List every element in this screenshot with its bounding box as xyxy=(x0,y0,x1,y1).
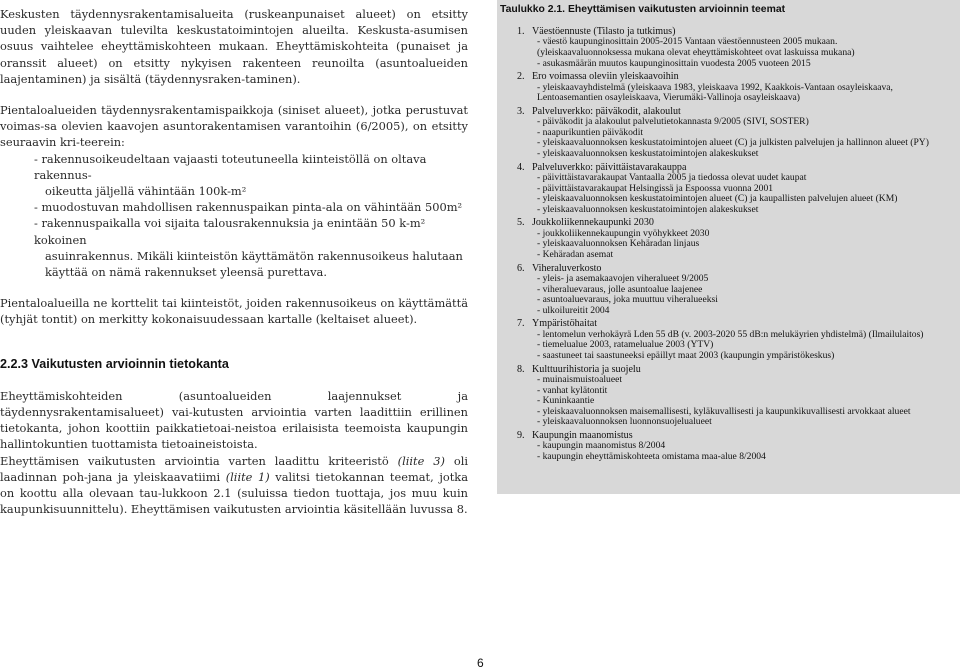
paragraph-3: Pientaloalueilla ne korttelit tai kiinteistöt, joiden rakennusoikeus on käyttämättä (tyhjät tontit) on merkitty kokonaisuudessaan kartalle (keltaiset alueet). xyxy=(0,296,468,327)
table-title: Taulukko 2.1. Eheyttämisen vaikutusten arvioinnin teemat xyxy=(500,4,786,15)
section-item: - Kehäradan asemat xyxy=(537,248,614,260)
criterion-3-cont: asuinrakennus. Mikäli kiinteistön käyttämätön rakennusoikeus halutaan xyxy=(45,248,463,263)
section-item: - päivittäistavarakaupat Vantaalla 2005 ja tiedossa olevat uudet kaupat xyxy=(537,171,807,183)
section-item: - asukasmäärän muutos kaupunginosittain vuodesta 2005 vuoteen 2015 xyxy=(537,57,811,69)
section-number: 4. xyxy=(517,161,525,173)
section-number: 5. xyxy=(517,217,525,229)
table-section xyxy=(497,26,960,69)
section-item: - naapurikuntien päiväkodit xyxy=(537,126,644,138)
table-section xyxy=(497,217,960,260)
paragraph-1: Keskusten täydennysrakentamisalueita (ruskeanpunaiset alueet) on etsitty uuden yleiskaavan tulevilta keskustatoimintojen alueilta. Keskusta-asumisen osuus vaihtelee eheyttämiskohteen mukaan. Eheyttämiskohteita (punaiset ja oranssit alueet) on etsitty nykyisen rakenteen reunoilta (asuntoalueiden laajentaminen) ja sisältä (täydennysraken-taminen). xyxy=(0,7,468,86)
section-number: 1. xyxy=(517,26,525,37)
section-heading: 2.2.3 Vaikutusten arvioinnin tietokanta xyxy=(0,356,229,371)
section-item: - päiväkodit ja alakoulut palvelutietokannasta 9/2005 (SIVI, SOSTER) xyxy=(537,116,809,128)
section-item: - Kuninkaantie xyxy=(537,395,595,407)
section-item: - yleiskaavaluonnoksen luonnonsuojelualueet xyxy=(537,416,712,428)
criterion-1: - rakennusoikeudeltaan vajaasti toteutuneella kiinteistöllä on oltava rakennus- xyxy=(34,151,427,182)
ref-liite-3: (liite 3) xyxy=(397,453,445,468)
table-box xyxy=(497,0,960,494)
section-item: - asuntoaluevaraus, joka muuttuu viheralueeksi xyxy=(537,294,718,306)
section-item: - yleiskaavaluonnoksen keskustatoimintojen alueet (C) ja kaupallisten palvelujen alueet (KM) xyxy=(537,193,898,205)
ref-liite-1: (liite 1) xyxy=(225,469,270,484)
section-label: Kulttuurihistoria ja suojelu xyxy=(532,363,641,375)
section-label: Kaupungin maanomistus xyxy=(532,429,633,441)
section-item: - tiemelualue 2003, ratamelualue 2003 (YTV) xyxy=(537,339,714,351)
section-item: (yleiskaavaluonnoksessa mukana olevat eheyttämiskohteet ovat laskuissa mukana) xyxy=(537,47,855,58)
criterion-2: - muodostuvan mahdollisen rakennuspaikan pinta-ala on vähintään 500m² xyxy=(34,200,463,215)
table-section xyxy=(497,106,960,160)
table-section xyxy=(497,364,960,428)
page-number: 6 xyxy=(477,656,484,670)
criterion-3-cont-2: käyttää on nämä rakennukset yleensä purettava. xyxy=(45,265,327,280)
section-item: - lentomelun verhokäyrä Lden 55 dB (v. 2003-2020 55 dB:n melukäyrien yhdistelmä) (Ilmailulaitos) xyxy=(537,328,924,340)
section-item: - muinaismuistoalueet xyxy=(537,373,622,385)
criterion-3: - rakennuspaikalla voi sijaita talousrakennuksia ja enintään 50 k-m² kokoinen xyxy=(34,216,426,247)
section-number: 6. xyxy=(517,262,525,274)
section-item: - yleiskaavaluonnoksen keskustatoimintojen alakeskukset xyxy=(537,203,759,215)
table-section xyxy=(497,263,960,317)
section-number: 7. xyxy=(517,318,525,330)
table-sections xyxy=(497,26,960,464)
paragraph-5: Eheyttämisen vaikutusten arviointia varten laadittu kriteeristö (liite 3) oli laadinnan poh-jana ja yleiskaavatiimi (liite 1) valitsi tietokannan teemat, jotka on koottu alla olevaan tau-lukkoon 2.1 (suluissa tiedon tuottaja, jos muu kuin kaupunkisuunnittelu). Eheyttämisen vaikutusten arviointia käsitellään luvussa 8. xyxy=(0,453,468,517)
table-section xyxy=(497,318,960,361)
section-number: 2. xyxy=(517,71,525,83)
section-item: - väestö kaupunginosittain 2005-2015 Vantaan väestöennusteen 2005 mukaan. xyxy=(537,36,838,48)
section-label: Väestöennuste (Tilasto ja tutkimus) xyxy=(532,26,676,37)
table-section xyxy=(497,162,960,216)
section-item: - viheraluevaraus, jolle asuntoalue laajenee xyxy=(537,283,703,295)
section-label: Palveluverkko: päiväkodit, alakoulut xyxy=(532,105,681,117)
section-header xyxy=(497,71,960,82)
paragraph-4: Eheyttämiskohteiden (asuntoalueiden laajennukset ja täydennysrakentamisalueet) vai-kutusten arviointia varten laadittiin erillinen tietokanta, johon koottiin paikkatietoai-neistoa erilaisista teemoista kaupungin hallintokuntien tuottamista tietoaineistoista. xyxy=(0,388,468,452)
section-header xyxy=(497,318,960,329)
section-label: Ympäristöhaitat xyxy=(532,318,598,330)
section-item: - ulkoilureitit 2004 xyxy=(537,304,610,316)
section-label: Viheraluverkosto xyxy=(532,262,602,274)
table-section xyxy=(497,430,960,463)
section-item: - yleiskaavaluonnoksen keskustatoimintojen alakeskukset xyxy=(537,147,759,159)
section-item: - yleiskaavaluonnoksen maisemallisesti, kyläkuvallisesti ja kaupunkikuvallisesti arvokkaat alueet xyxy=(537,405,911,417)
section-number: 9. xyxy=(517,429,525,441)
section-item: - yleis- ja asemakaavojen viheralueet 9/2005 xyxy=(537,272,709,284)
paragraph-2: Pientaloalueiden täydennysrakentamispaikkoja (siniset alueet), jotka perustuvat voimas-sa olevien kaavojen asuntorakentamisen varantoihin (6/2005), on etsitty seuraavin kri-teerein: xyxy=(0,103,468,150)
section-item: - yleiskaavaluonnoksen keskustatoimintojen alueet (C) ja julkisten palvelujen ja hallinnon alueet (PY) xyxy=(537,137,929,149)
section-number: 8. xyxy=(517,363,525,375)
section-item: - vanhat kylätontit xyxy=(537,384,608,396)
section-item: - yleiskaavayhdistelmä (yleiskaava 1983, yleiskaava 1992, Kaakkois-Vantaan osayleiskaava, xyxy=(537,81,893,93)
section-item: - saastuneet tai saastuneeksi epäillyt maat 2003 (kaupungin ympäristökeskus) xyxy=(537,349,835,361)
section-label: Palveluverkko: päivittäistavarakauppa xyxy=(532,161,687,173)
section-item: - kaupungin eheyttämiskohteeta omistama maa-alue 8/2004 xyxy=(537,450,766,462)
section-label: Joukkoliikennekaupunki 2030 xyxy=(532,217,654,229)
left-column xyxy=(0,6,468,517)
section-label: Ero voimassa oleviin yleiskaavoihin xyxy=(532,71,679,83)
section-item: - joukkoliikennekaupungin vyöhykkeet 2030 xyxy=(537,227,710,239)
section-item: - kaupungin maanomistus 8/2004 xyxy=(537,440,666,452)
criterion-1-cont: oikeutta jäljellä vähintään 100k-m² xyxy=(45,184,247,199)
section-item: - päivittäistavarakaupat Helsingissä ja Espoossa vuonna 2001 xyxy=(537,182,774,194)
section-number: 3. xyxy=(517,105,525,117)
table-section xyxy=(497,71,960,104)
section-item: - yleiskaavaluonnoksen Kehäradan linjaus xyxy=(537,238,700,250)
section-item: Lentoasemantien osayleiskaava, Vierumäki-Vallinoja osayleiskaava) xyxy=(537,92,800,104)
